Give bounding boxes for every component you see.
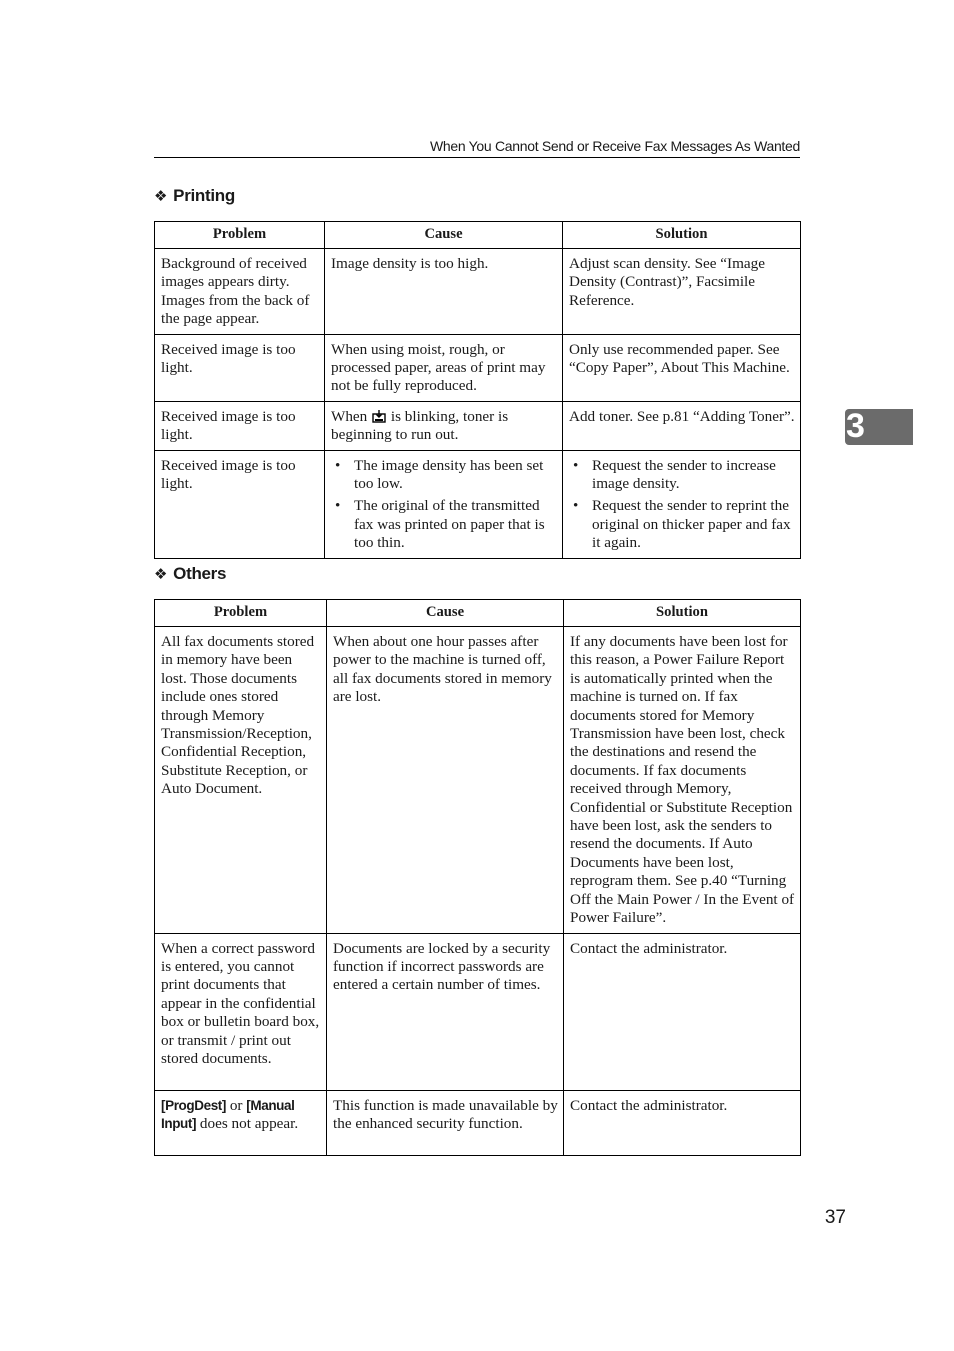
problem-cell: Received image is too light. bbox=[155, 401, 325, 450]
list-item: • Request the sender to increase image density. bbox=[569, 457, 795, 494]
problem-cell: When a correct password is entered, you cannot print documents that appear in the confidential box or bulletin board box, or transmit / print out stored documents. bbox=[155, 933, 327, 1090]
cause-prefix: When bbox=[331, 407, 368, 425]
column-header-problem: Problem bbox=[155, 600, 327, 627]
table-header-row bbox=[155, 222, 801, 249]
cause-cell: This function is made unavailable by the enhanced security function. bbox=[327, 1090, 564, 1155]
column-header-solution: Solution bbox=[564, 600, 801, 627]
others-heading bbox=[154, 564, 226, 584]
column-header-problem: Problem bbox=[155, 222, 325, 249]
diamond-bullet-icon: ❖ bbox=[154, 566, 168, 583]
diamond-bullet-icon: ❖ bbox=[154, 188, 168, 205]
table-row bbox=[155, 933, 801, 1090]
printing-heading bbox=[154, 186, 235, 206]
table-row bbox=[155, 401, 801, 450]
list-item: • The image density has been set too low. bbox=[331, 457, 557, 494]
list-item: • The original of the transmitted fax was printed on paper that is too thin. bbox=[331, 497, 557, 552]
table-row bbox=[155, 249, 801, 335]
cause-cell: When about one hour passes after power to the machine is turned off, all fax documents stored in memory are lost. bbox=[327, 627, 564, 934]
solution-cell: Contact the administrator. bbox=[564, 1090, 801, 1155]
table-row bbox=[155, 450, 801, 558]
solution-cell: Contact the administrator. bbox=[564, 933, 801, 1090]
column-header-cause: Cause bbox=[325, 222, 563, 249]
cause-cell: Documents are locked by a security function if incorrect passwords are entered a certain number of times. bbox=[327, 933, 564, 1090]
progdest-key-label: [ProgDest] bbox=[161, 1097, 227, 1113]
chapter-tab bbox=[845, 409, 913, 445]
cause-cell: Image density is too high. bbox=[325, 249, 563, 335]
others-heading-label: Others bbox=[173, 564, 227, 583]
solution-cell: If any documents have been lost for this reason, a Power Failure Report is automatically printed when the machine is turned on. If fax documents stored for Memory Transmission have been lost, check the destinations and resend the documents. If fax documents received through Memory, Confidential or Substitute Reception have been lost, ask the senders to resend the documents. If Auto Documents have been lost, reprogram them. See p.40 “Turning Off the Main Power / In the Event of Power Failure”. bbox=[564, 627, 801, 934]
problem-cell: Received image is too light. bbox=[155, 334, 325, 401]
printing-table bbox=[154, 221, 801, 559]
solution-cell: Only use recommended paper. See “Copy Paper”, About This Machine. bbox=[563, 334, 801, 401]
column-header-cause: Cause bbox=[327, 600, 564, 627]
cause-cell bbox=[325, 450, 563, 558]
problem-cell: Background of received images appears dirty. Images from the back of the page appear. bbox=[155, 249, 325, 335]
others-table bbox=[154, 599, 801, 1156]
table-row bbox=[155, 1090, 801, 1155]
running-header: When You Cannot Send or Receive Fax Messages As Wanted bbox=[154, 138, 800, 158]
problem-suffix: does not appear. bbox=[199, 1114, 299, 1132]
cause-cell: When using moist, rough, or processed paper, areas of print may not be fully reproduced. bbox=[325, 334, 563, 401]
problem-or-text: or bbox=[229, 1096, 243, 1114]
problem-cell: Received image is too light. bbox=[155, 450, 325, 558]
problem-cell bbox=[155, 1090, 327, 1155]
cause-cell bbox=[325, 401, 563, 450]
table-row bbox=[155, 627, 801, 934]
cause-suffix: is blinking, toner is beginning to run out. bbox=[331, 407, 509, 444]
manual-input-key-label: [Manual Input] bbox=[161, 1097, 295, 1131]
toner-icon bbox=[372, 409, 386, 423]
page-number: 37 bbox=[824, 1207, 846, 1228]
solution-cell: Adjust scan density. See “Image Density (Contrast)”, Facsimile Reference. bbox=[563, 249, 801, 335]
table-header-row bbox=[155, 600, 801, 627]
solution-cell: Add toner. See p.81 “Adding Toner”. bbox=[563, 401, 801, 450]
column-header-solution: Solution bbox=[563, 222, 801, 249]
printing-heading-label: Printing bbox=[173, 186, 235, 205]
problem-cell: All fax documents stored in memory have been lost. Those documents include ones stored through Memory Transmission/Reception, Confidential Reception, Substitute Reception, or Auto Document. bbox=[155, 627, 327, 934]
table-row bbox=[155, 334, 801, 401]
chapter-number: 3 bbox=[846, 407, 865, 445]
solution-cell bbox=[563, 450, 801, 558]
list-item: • Request the sender to reprint the original on thicker paper and fax it again. bbox=[569, 497, 795, 552]
